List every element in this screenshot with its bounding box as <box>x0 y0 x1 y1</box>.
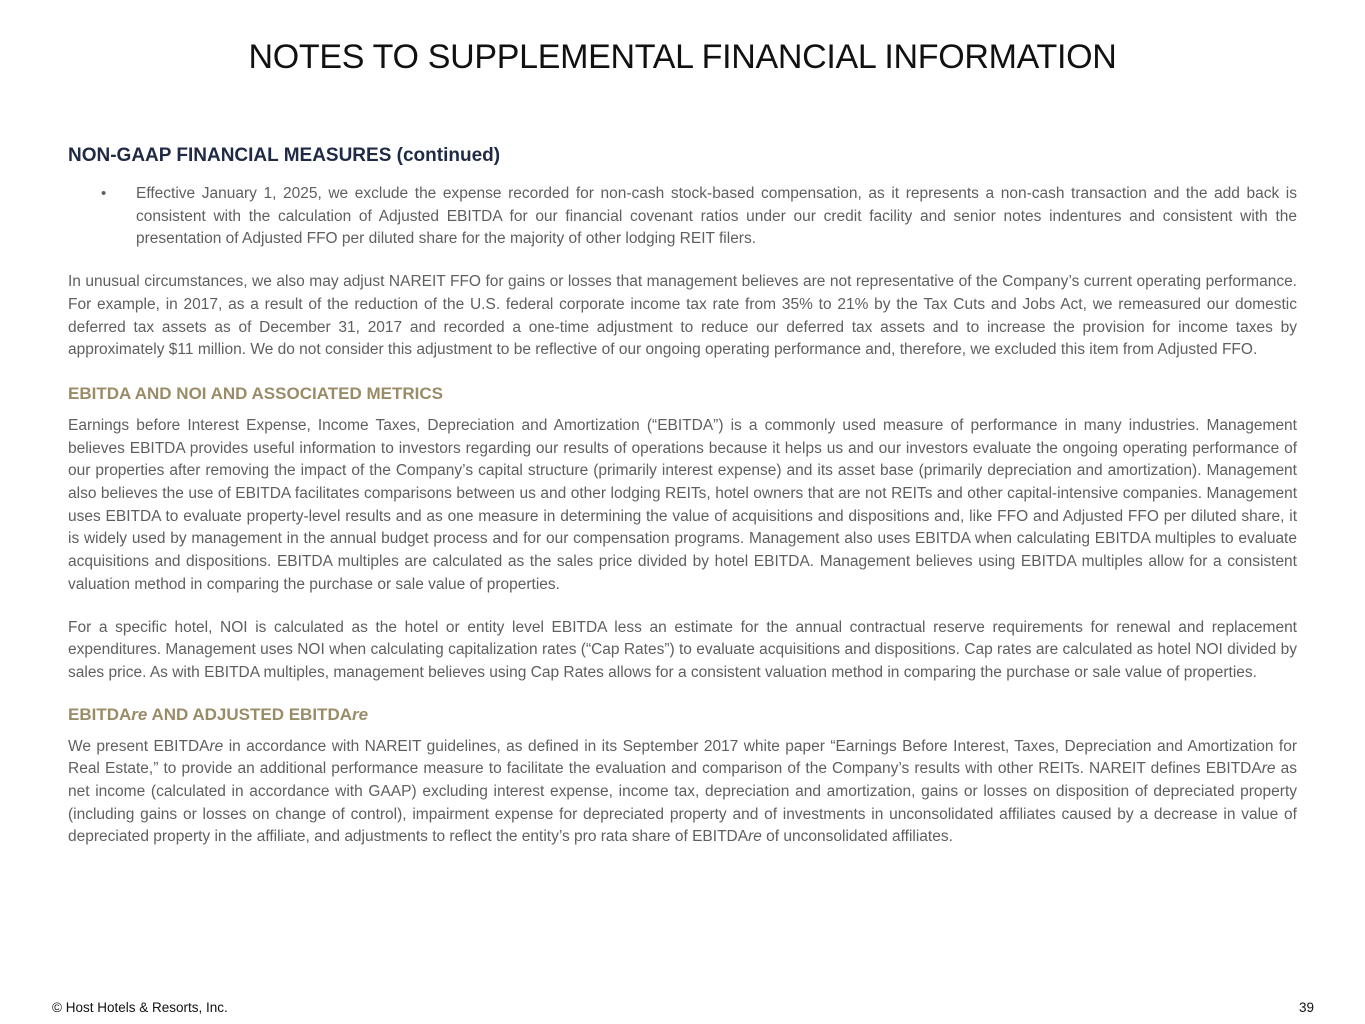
section-heading-non-gaap: NON-GAAP FINANCIAL MEASURES (continued) <box>68 145 501 166</box>
italic-re: re <box>209 737 224 755</box>
text-run: We present EBITDA <box>68 737 210 755</box>
text-run: of unconsolidated affiliates. <box>761 828 953 846</box>
footer-page-number: 39 <box>1298 1000 1314 1015</box>
italic-re: re <box>748 828 762 846</box>
paragraph-noi-definition: For a specific hotel, NOI is calculated as the hotel or entity level EBITDA less an estimate for the annual contractual reserve requirements for renewal and replacement expenditures. Management uses NOI when calculating capitalization rates (“Cap Rates”) to evaluate acquisitions and dispositions. Cap rates are calculated as hotel NOI divided by sales price. As with EBITDA multiples, management believes using Cap Rates allows for a consistent valuation method in comparing the purchase or sale value of properties. <box>68 618 1297 681</box>
italic-re: re <box>1261 760 1276 778</box>
bullet-marker: • <box>101 185 107 202</box>
footer-copyright: © Host Hotels & Resorts, Inc. <box>52 1000 228 1015</box>
text-run: in accordance with NAREIT guidelines, as defined in its September 2017 white paper “Earnings Before Interest, Taxes, Depreciation and Amortization for Real Estate,” to provide an additional performance measure to facilitate the evaluation and comparison of the Company’s results with other REITs. NAREIT defines EBITDA <box>68 737 1298 778</box>
section-heading-ebitda-noi: EBITDA AND NOI AND ASSOCIATED METRICS <box>68 383 443 403</box>
text-run: as net income (calculated in accordance with GAAP) excluding interest expense, income tax, depreciation and amortization, gains or losses on disposition of depreciated property (including gains or losses on change of control), impairment expense for depreciated property and of investments in unconsolidated affiliates caused by a decrease in value of depreciated property in the affiliate, and adjustments to reflect the entity’s pro rata share of EBITDA <box>68 760 1297 846</box>
heading-part: AND ADJUSTED EBITDA <box>147 704 352 724</box>
bullet-text: Effective January 1, 2025, we exclude the expense recorded for non-cash stock-based compensation, as it represents a non-cash transaction and the add back is consistent with the calculation of Adjusted EBITDA for our financial covenant ratios under our credit facility and senior notes indentures and consistent with the presentation of Adjusted FFO per diluted share for the majority of other lodging REIT filers. <box>136 185 1297 248</box>
heading-italic-re: re <box>131 704 148 724</box>
heading-italic-re: re <box>352 704 369 724</box>
document-body <box>68 143 1297 849</box>
heading-part: EBITDA <box>68 704 132 724</box>
bullet-item <box>68 183 1297 251</box>
section-heading-ebitdare <box>68 703 1297 727</box>
paragraph-ebitda-definition: Earnings before Interest Expense, Income Taxes, Depreciation and Amortization (“EBITDA”) is a commonly used measure of performance in many industries. Management believes EBITDA provides useful information to investors regarding our results of operations because it helps us and our investors evaluate the ongoing operating performance of our properties after removing the impact of the Company’s capital structure (primarily interest expense) and its asset base (primarily depreciation and amortization). Management also believes the use of EBITDA facilitates comparisons between us and other lodging REITs, hotel owners that are not REITs and other capital-intensive companies. Management uses EBITDA to evaluate property-level results and as one measure in determining the value of acquisitions and dispositions and, like FFO and Adjusted FFO per diluted share, it is widely used by management in the annual budget process and for our compensation programs. Management also uses EBITDA when calculating EBITDA multiples to evaluate acquisitions and dispositions. EBITDA multiples are calculated as the sales price divided by hotel EBITDA. Management believes using EBITDA multiples allow for a consistent valuation method in comparing the purchase or sale value of properties. <box>68 416 1297 593</box>
paragraph-unusual-circumstances: In unusual circumstances, we also may adjust NAREIT FFO for gains or losses that management believes are not representative of the Company’s current operating performance. For example, in 2017, as a result of the reduction of the U.S. federal corporate income tax rate from 35% to 21% by the Tax Cuts and Jobs Act, we remeasured our domestic deferred tax assets as of December 31, 2017 and recorded a one-time adjustment to reduce our deferred tax assets and to increase the provision for income taxes by approximately $11 million. We do not consider this adjustment to be reflective of our ongoing operating performance and, therefore, we excluded this item from Adjusted FFO. <box>68 273 1297 359</box>
paragraph-ebitdare-definition <box>68 736 1297 850</box>
page-title: NOTES TO SUPPLEMENTAL FINANCIAL INFORMATION <box>248 38 1117 76</box>
